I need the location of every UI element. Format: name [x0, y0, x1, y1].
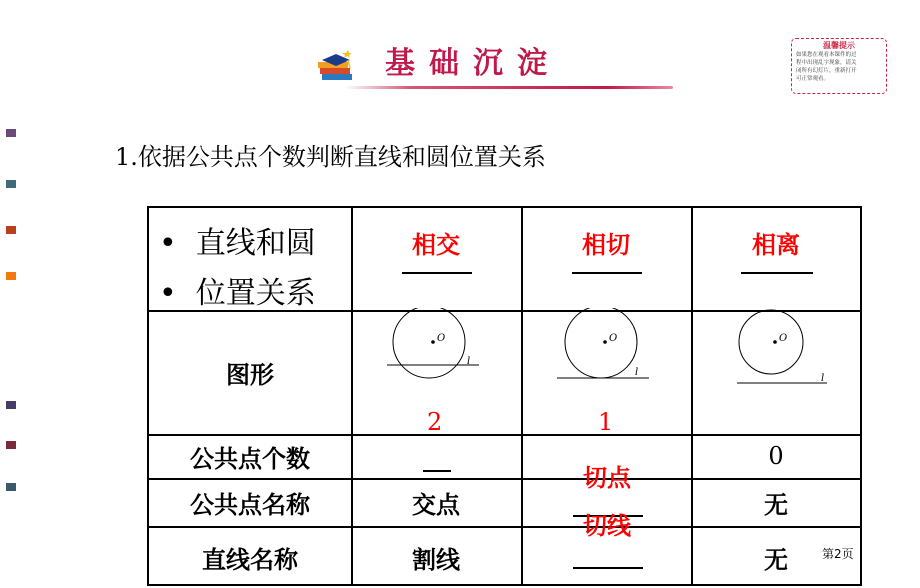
- nav-bullet[interactable]: [6, 401, 16, 409]
- col-header-separate: 相离: [752, 230, 800, 259]
- tip-title: 温馨提示: [823, 41, 855, 50]
- separate-figure: [723, 308, 835, 398]
- header-cell-line1: • 直线和圆: [159, 226, 316, 261]
- col-header-tangent: 相切: [582, 230, 630, 259]
- tip-line: 可正常观看。: [796, 76, 830, 82]
- nav-bullet[interactable]: [6, 441, 16, 449]
- nav-bullet[interactable]: [6, 272, 16, 280]
- center-label: O: [437, 333, 446, 344]
- row-label-common-count: 公共点个数: [190, 444, 310, 473]
- section-title: 基础沉淀: [385, 46, 561, 81]
- count-separate: 0: [768, 442, 784, 470]
- tip-line: 程中出现乱字现象，请关: [796, 60, 857, 66]
- tip-box: [791, 38, 887, 94]
- title-underline: [345, 86, 673, 89]
- book-icon: [316, 50, 356, 84]
- line-label: l: [821, 373, 825, 384]
- row-label-common-name: 公共点名称: [190, 490, 310, 519]
- answer-blank: [573, 567, 643, 569]
- common-name-intersect: 交点: [412, 490, 460, 519]
- page-number: 第2页: [822, 547, 854, 561]
- answer-blank: [423, 470, 451, 472]
- nav-bullet[interactable]: [6, 129, 16, 137]
- intersect-figure: [381, 308, 493, 398]
- tip-line: 如果您在观看本课件的过: [796, 52, 857, 58]
- center-label: O: [609, 333, 618, 344]
- answer-blank: [572, 272, 642, 274]
- relation-table: [147, 206, 862, 586]
- answer-blank: [402, 272, 472, 274]
- nav-bullet[interactable]: [6, 226, 16, 234]
- page-heading: 1.依据公共点个数判断直线和圆位置关系: [115, 143, 546, 171]
- answer-blank: [741, 272, 813, 274]
- row-label-line-name: 直线名称: [202, 545, 298, 574]
- common-name-separate: 无: [764, 490, 788, 519]
- col-header-intersect: 相交: [412, 230, 460, 259]
- count-intersect: 2: [427, 408, 443, 436]
- tangent-figure: [553, 308, 665, 398]
- nav-bullet[interactable]: [6, 180, 16, 188]
- tip-line: 闭所有幻灯片，重新打开: [796, 68, 857, 74]
- header-cell-line2: • 位置关系: [159, 276, 316, 311]
- line-name-intersect: 割线: [412, 545, 460, 574]
- nav-bullet[interactable]: [6, 483, 16, 491]
- common-name-tangent: 切点: [583, 464, 631, 492]
- line-name-tangent: 切线: [583, 512, 631, 540]
- line-label: l: [467, 356, 471, 367]
- center-label: O: [779, 333, 788, 344]
- count-tangent: 1: [598, 408, 614, 436]
- row-label-figure: 图形: [226, 360, 274, 389]
- line-label: l: [635, 367, 639, 378]
- line-name-separate: 无: [764, 545, 788, 574]
